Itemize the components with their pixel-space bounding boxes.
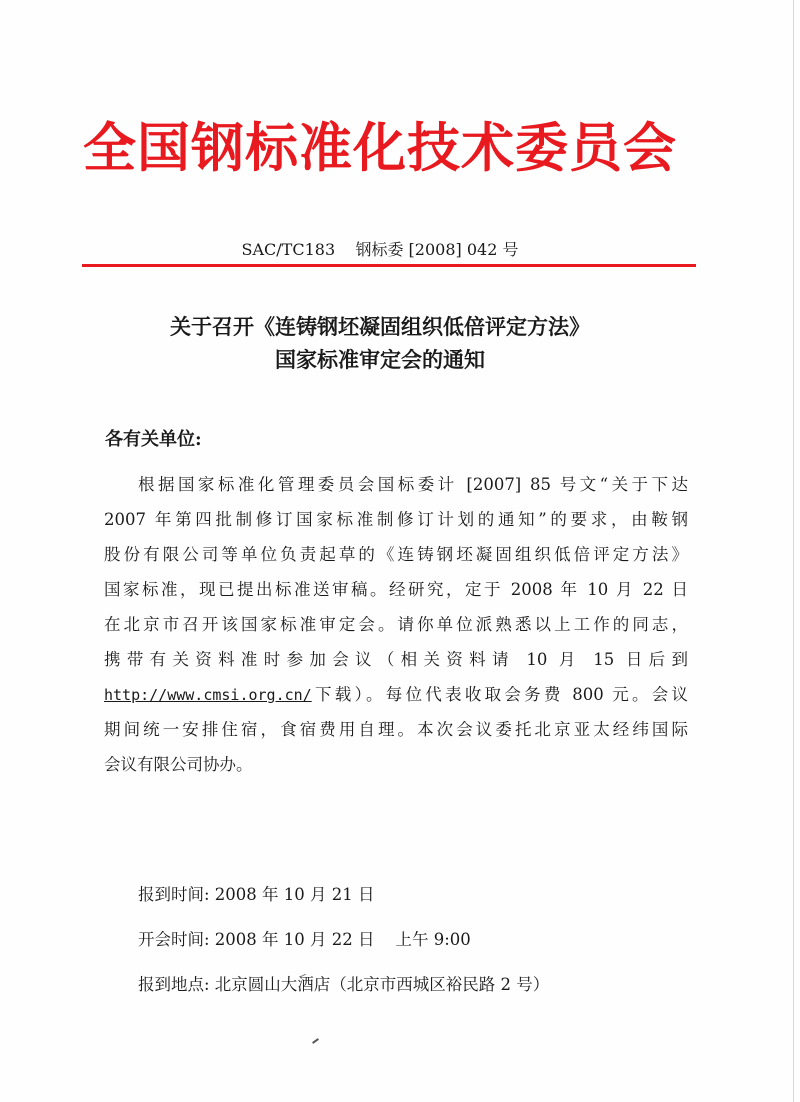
body-line: 会议有限公司协办。 xyxy=(104,755,253,774)
body-line: 2007 年第四批制修订国家标准制修订计划的通知”的要求，由鞍钢 xyxy=(104,510,688,529)
body-line: 期间统一安排住宿，食宿费用自理。本次会议委托北京亚太经纬国际 xyxy=(104,720,688,739)
body-line-rest: 下载）。每位代表收取会务费 800 元。会议 xyxy=(311,685,688,704)
notice-title-line-1: 关于召开《连铸钢坯凝固组织低倍评定方法》 xyxy=(170,314,590,339)
body-line: 携带有关资料准时参加会议（相关资料请 10 月 15 日后到 xyxy=(104,650,688,669)
meeting-time: 开会时间: 2008 年 10 月 22 日 上午 9:00 xyxy=(138,930,471,949)
cmsi-url-link[interactable]: http://www.cmsi.org.cn/ xyxy=(104,686,312,704)
body-line: 股份有限公司等单位负责起草的《连铸钢坯凝固组织低倍评定方法》 xyxy=(104,545,688,564)
report-time: 报到时间: 2008 年 10 月 21 日 xyxy=(138,885,375,904)
body-line: 国家标准，现已提出标准送审稿。经研究，定于 2008 年 10 月 22 日 xyxy=(104,580,688,599)
org-letterhead-title: 全国钢标准化技术委员会 xyxy=(83,117,677,179)
report-place: 报到地点: 北京圆山大酒店（北京市西城区裕民路 2 号） xyxy=(138,975,550,994)
scan-speck xyxy=(312,1038,319,1044)
letterhead-red-rule xyxy=(82,264,696,267)
notice-title-line-2: 国家标准审定会的通知 xyxy=(275,347,485,372)
notice-body xyxy=(104,467,688,782)
body-line: 根据国家标准化管理委员会国标委计 [2007] 85 号文“关于下达 xyxy=(138,475,688,494)
body-line-with-link xyxy=(104,677,688,712)
body-line: 在北京市召开该国家标准审定会。请你单位派熟悉以上工作的同志， xyxy=(104,615,688,634)
salutation: 各有关单位: xyxy=(105,429,202,450)
scan-edge xyxy=(793,0,794,1102)
document-number: SAC/TC183 钢标委 [2008] 042 号 xyxy=(241,240,519,259)
meeting-info xyxy=(138,872,549,1007)
notice-title xyxy=(0,310,760,376)
